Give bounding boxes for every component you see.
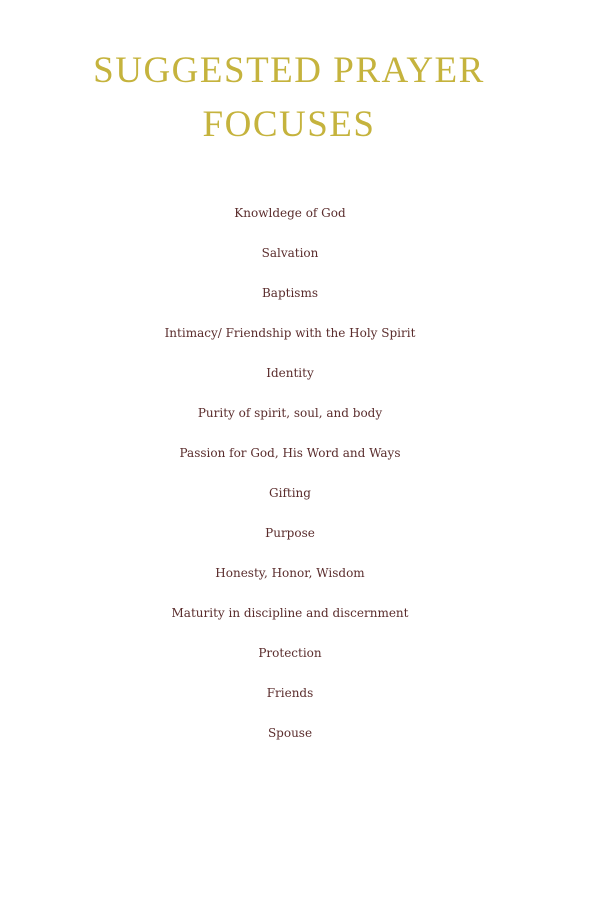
prayer-focus-list (0, 203, 580, 763)
page-title-line-2: FOCUSES (202, 104, 376, 145)
prayer-focus-item: Intimacy/ Friendship with the Holy Spirit (164, 326, 416, 340)
prayer-focus-item: Salvation (261, 246, 319, 260)
page-title-line-1: SUGGESTED PRAYER (93, 50, 485, 91)
prayer-focus-item: Purpose (265, 526, 315, 540)
page-title (0, 44, 578, 152)
prayer-focus-item: Baptisms (261, 286, 318, 300)
prayer-focus-item: Gifting (269, 486, 311, 500)
prayer-focus-item: Friends (266, 686, 314, 700)
prayer-focus-item: Protection (258, 646, 322, 660)
prayer-focus-item: Knowldege of God (234, 206, 346, 220)
prayer-focus-item: Spouse (267, 726, 313, 740)
prayer-focus-item: Purity of spirit, soul, and body (197, 406, 383, 420)
prayer-focus-item: Identity (266, 366, 314, 380)
prayer-focus-item: Passion for God, His Word and Ways (179, 446, 401, 460)
prayer-focus-item: Maturity in discipline and discernment (171, 606, 409, 620)
prayer-focus-item: Honesty, Honor, Wisdom (215, 566, 365, 580)
